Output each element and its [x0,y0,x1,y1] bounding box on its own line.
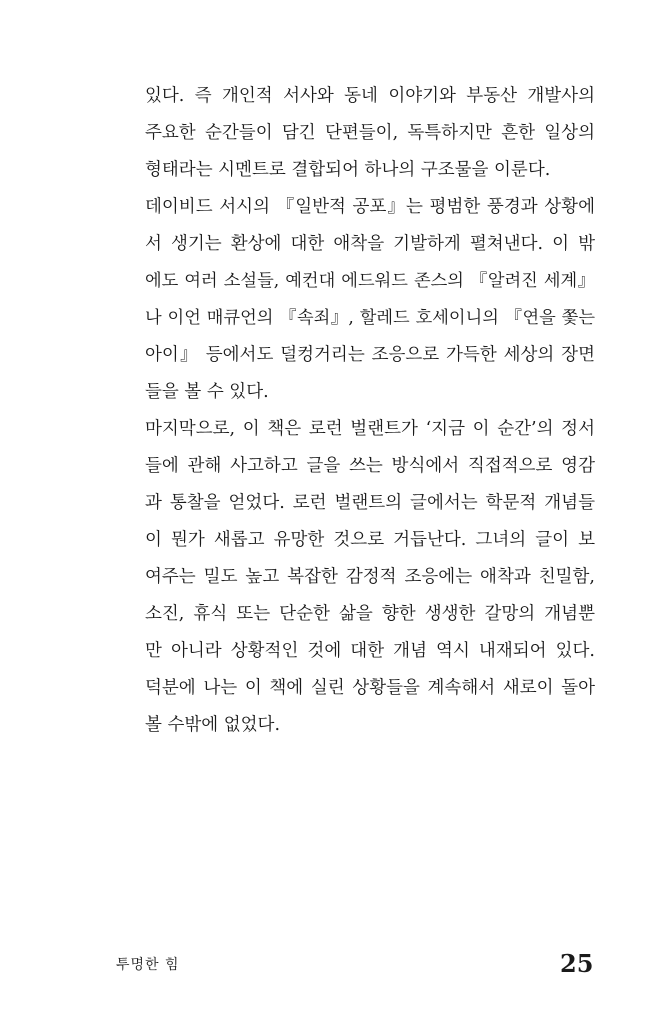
text-line: 들에 관해 사고하고 글을 쓰는 방식에서 직접적으로 영감 [145,456,595,476]
body-text [145,78,595,744]
text-line: 소진, 휴식 또는 단순한 삶을 향한 생생한 갈망의 개념뿐 [145,604,595,624]
text-line: 덕분에 나는 이 책에 실린 상황들을 계속해서 새로이 돌아 [145,678,595,698]
text-line: 에도 여러 소설들, 예컨대 에드워드 존스의 『알려진 세계』 [145,271,595,291]
text-line: 여주는 밀도 높고 복잡한 감정적 조응에는 애착과 친밀함, [145,567,595,587]
running-footer-title: 투명한 힘 [116,957,180,973]
text-line: 만 아니라 상황적인 것에 대한 개념 역시 내재되어 있다. [145,641,595,661]
text-line: 나 이언 매큐언의 『속죄』, 할레드 호세이니의 『연을 쫓는 [145,308,595,328]
text-line: 마지막으로, 이 책은 로런 벌랜트가 ‘지금 이 순간’의 정서 [145,419,595,439]
text-line: 과 통찰을 얻었다. 로런 벌랜트의 글에서는 학문적 개념들 [145,493,595,513]
text-line: 주요한 순간들이 담긴 단편들이, 독특하지만 흔한 일상의 [145,123,595,143]
text-line: 볼 수밖에 없었다. [145,715,281,735]
text-line: 서 생기는 환상에 대한 애착을 기발하게 펼쳐낸다. 이 밖 [145,234,595,254]
text-line: 아이』 등에서도 덜컹거리는 조응으로 가득한 세상의 장면 [145,345,595,365]
text-line: 있다. 즉 개인적 서사와 동네 이야기와 부동산 개발사의 [145,86,595,106]
text-line: 형태라는 시멘트로 결합되어 하나의 구조물을 이룬다. [145,160,551,180]
page-number: 25 [560,949,594,978]
text-line: 이 뭔가 새롭고 유망한 것으로 거듭난다. 그녀의 글이 보 [145,530,595,550]
text-line: 데이비드 서시의 『일반적 공포』는 평범한 풍경과 상황에 [145,197,595,217]
text-line: 들을 볼 수 있다. [145,382,269,402]
